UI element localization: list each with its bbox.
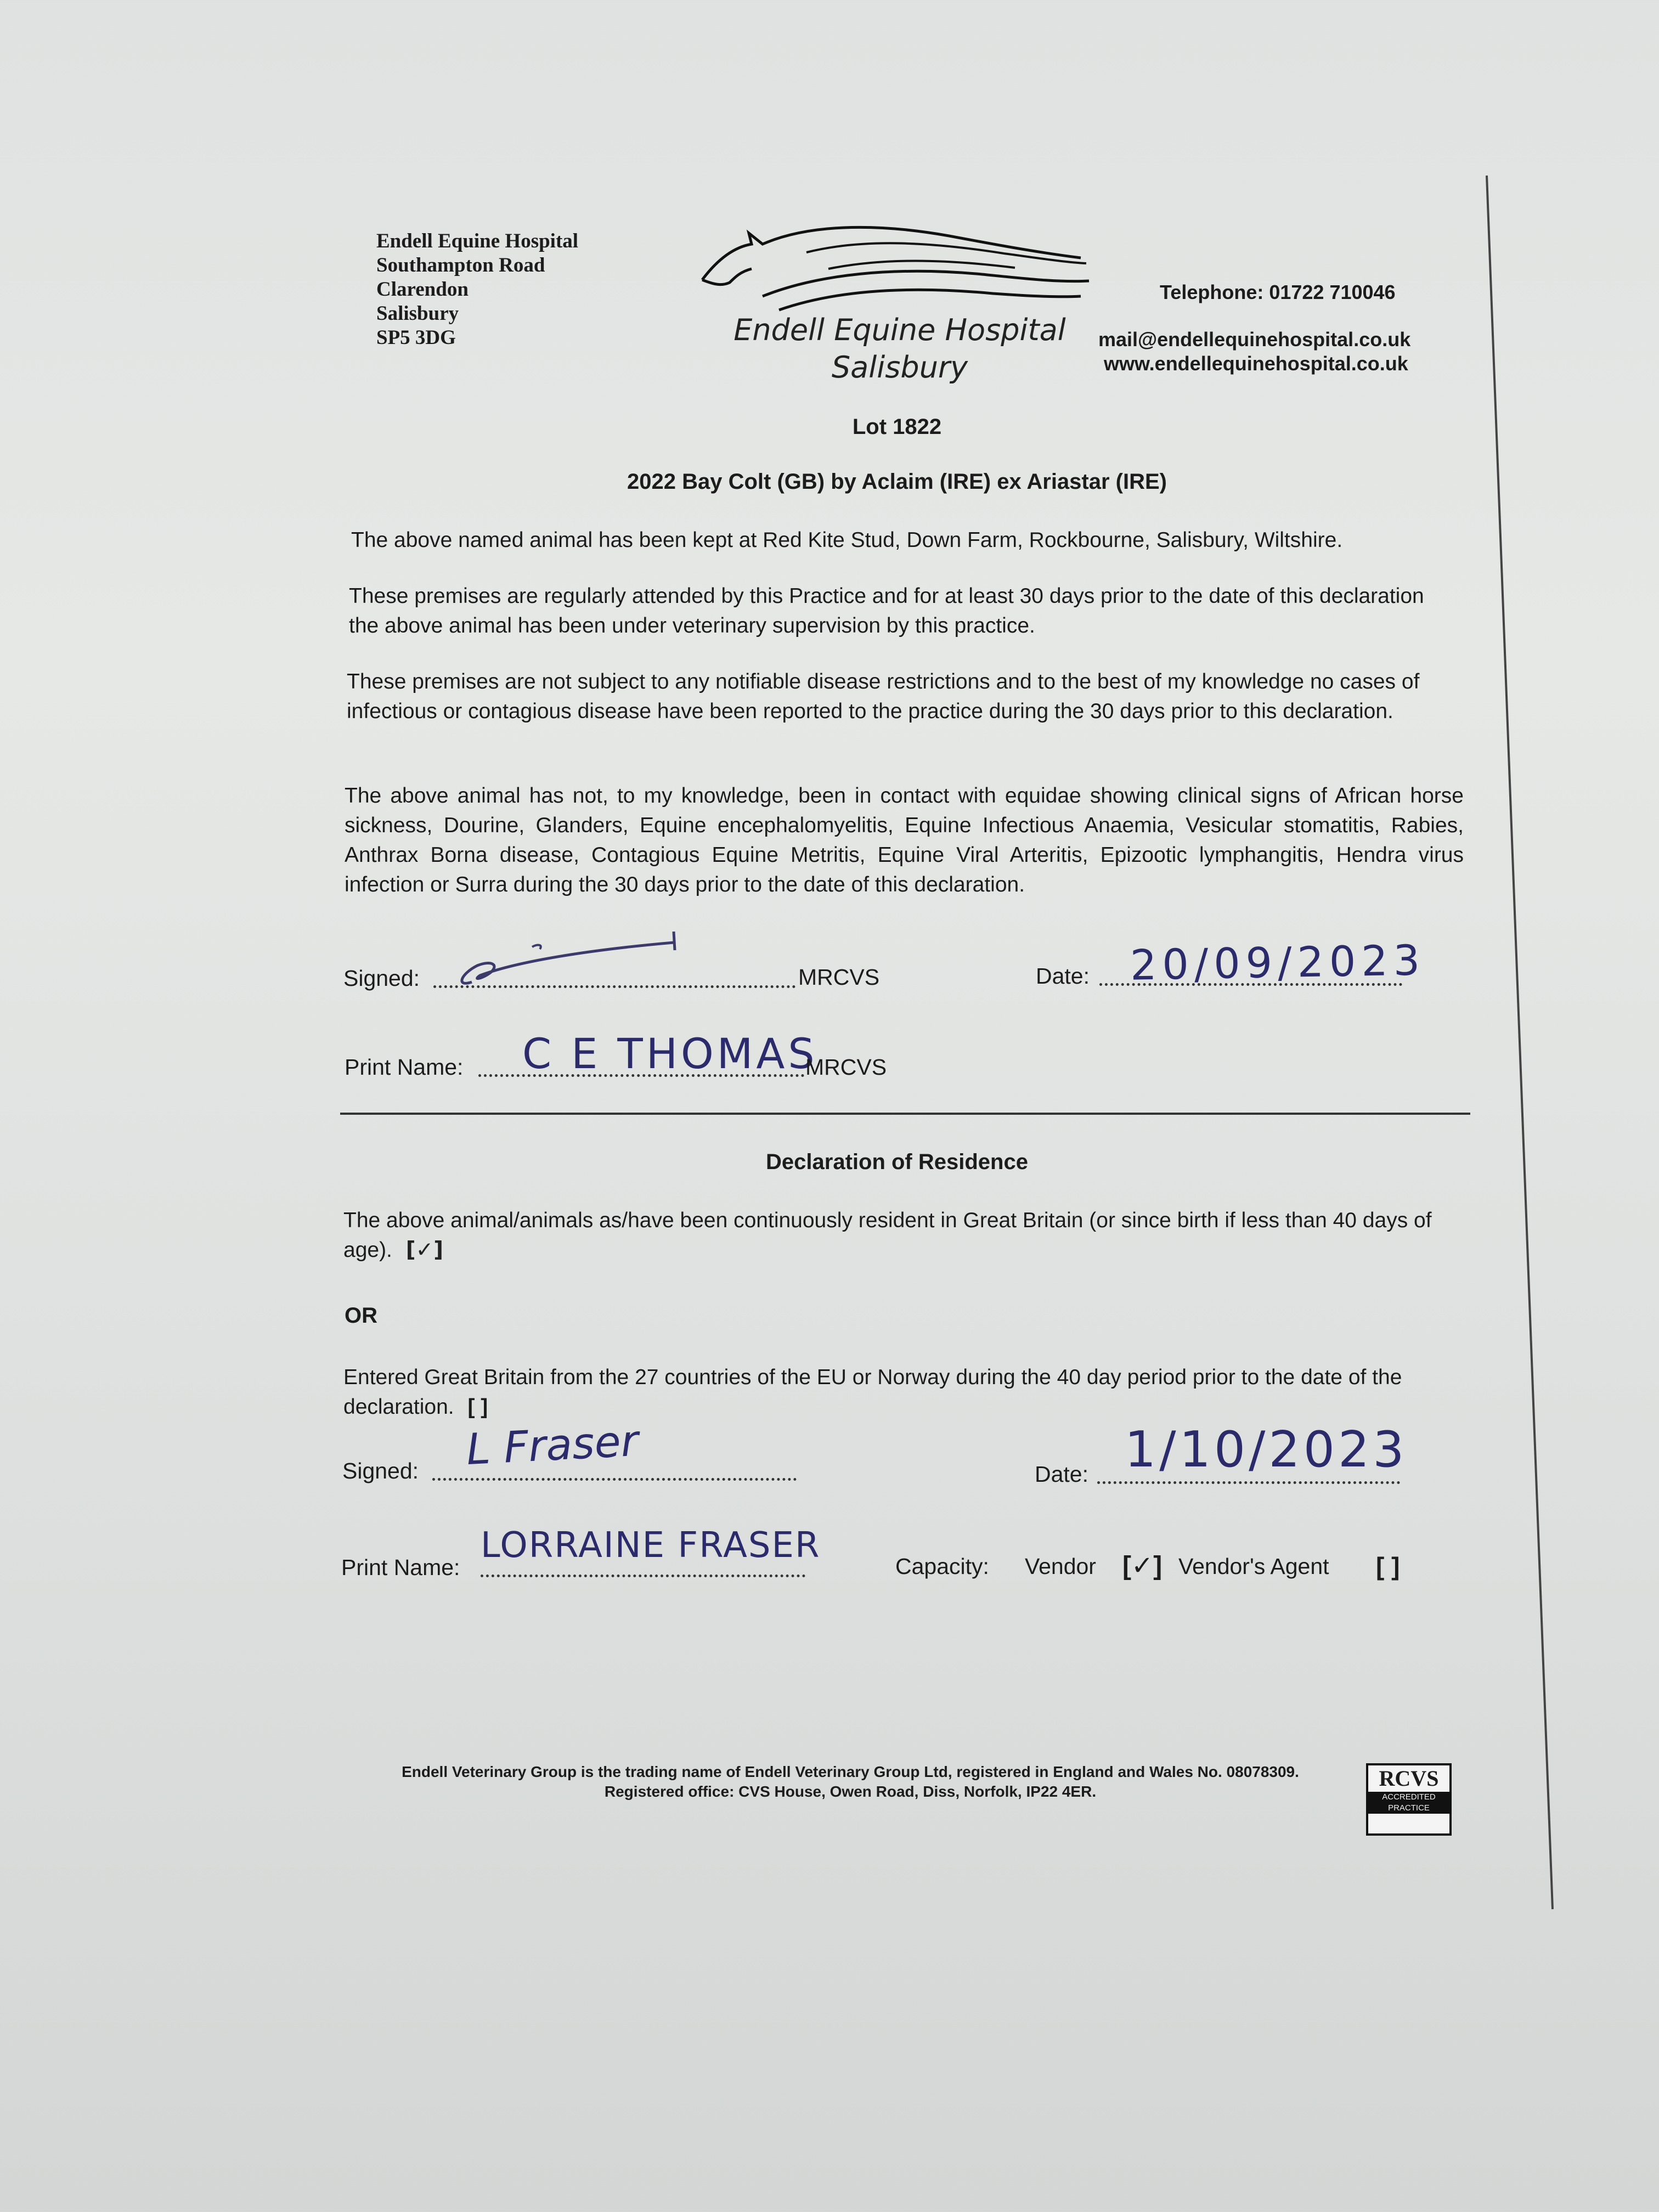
horse-logo-icon	[697, 214, 1092, 318]
residence-option1-text: The above animal/animals as/have been continuously resident in Great Britain (or since birth if less than 40 days of age).	[343, 1209, 1432, 1262]
rcvs-logo-text: RCVS	[1379, 1766, 1439, 1791]
vendor-date-line	[1097, 1481, 1400, 1484]
vendor-date-label: Date:	[1035, 1462, 1088, 1487]
paragraph-supervision: These premises are regularly attended by this Practice and for at least 30 days prior to the date of this declaration the above animal has been under veterinary supervision by this practice.	[349, 584, 1424, 637]
vendors-agent-label: Vendor's Agent	[1178, 1554, 1329, 1579]
lot-number: Lot 1822	[852, 415, 942, 439]
email: mail@endellequinehospital.co.uk	[1098, 328, 1411, 351]
capacity-label: Capacity:	[895, 1554, 989, 1579]
footer-line1: Endell Veterinary Group is the trading name of Endell Veterinary Group Ltd, registered in England and Wales No. 08078309.	[402, 1763, 1299, 1780]
rcvs-accredited-text: ACCREDITED	[1368, 1792, 1449, 1803]
paragraph-disease: These premises are not subject to any notifiable disease restrictions and to the best of my knowledge no cases of infectious or contagious disease have been reported to the practice during the 30 days prior to this declaration.	[347, 670, 1420, 723]
residence-option1-checkbox[interactable]: [✓]	[405, 1238, 444, 1262]
vet-print-mrcvs: MRCVS	[805, 1054, 887, 1080]
address-line: Endell Equine Hospital	[376, 230, 579, 252]
vendor-signed-label: Signed:	[342, 1458, 419, 1483]
address-line: SP5 3DG	[376, 326, 456, 349]
vendor-signature: L Fraser	[465, 1416, 640, 1475]
logo-line2: Salisbury	[831, 350, 968, 385]
website: www.endellequinehospital.co.uk	[1104, 352, 1408, 375]
residence-option2	[343, 1363, 1474, 1422]
address-line: Clarendon	[376, 278, 469, 301]
logo-line1: Endell Equine Hospital	[733, 313, 1066, 347]
vet-print-label: Print Name:	[345, 1054, 464, 1080]
vendor-signature-line	[432, 1478, 797, 1481]
vendor-checkbox[interactable]: [✓]	[1122, 1551, 1163, 1581]
telephone: Telephone: 01722 710046	[1160, 281, 1396, 303]
residence-title: Declaration of Residence	[766, 1150, 1028, 1174]
rcvs-practice-text: PRACTICE	[1368, 1803, 1449, 1814]
logo-wordmark	[702, 312, 1097, 386]
footer-text	[362, 1762, 1339, 1802]
vet-signed-label: Signed:	[343, 966, 420, 991]
vendor-date-value: 1/10/2023	[1125, 1421, 1408, 1479]
address-line: Salisbury	[376, 302, 459, 325]
animal-description: 2022 Bay Colt (GB) by Aclaim (IRE) ex Ariastar (IRE)	[627, 470, 1167, 494]
section-divider	[340, 1113, 1470, 1115]
vet-signature	[439, 922, 686, 993]
hospital-address	[376, 229, 578, 350]
residence-option2-checkbox[interactable]: [ ]	[467, 1395, 488, 1419]
vendor-print-line	[481, 1575, 805, 1577]
vendor-print-value: LORRAINE FRASER	[481, 1525, 821, 1566]
address-line: Southampton Road	[376, 254, 545, 276]
vendors-agent-checkbox[interactable]: [ ]	[1376, 1552, 1400, 1581]
residence-option1	[343, 1206, 1463, 1265]
residence-or: OR	[345, 1304, 377, 1328]
rcvs-accredited-badge	[1366, 1763, 1452, 1836]
footer-line2: Registered office: CVS House, Owen Road, Diss, Norfolk, IP22 4ER.	[604, 1783, 1097, 1800]
vet-date-value: 20/09/2023	[1130, 935, 1426, 990]
paragraph-premises: The above named animal has been kept at Red Kite Stud, Down Farm, Rockbourne, Salisbury, Wiltshire.	[351, 528, 1343, 552]
vendor-print-label: Print Name:	[341, 1555, 460, 1580]
paragraph-contact: The above animal has not, to my knowledge, been in contact with equidae showing clinical signs of African horse sickness, Dourine, Glanders, Equine encephalomyelitis, Equine Infectious Anaemia, Vesicular stomatitis, Rabies, Anthrax Borna disease, Contagious Equine Metritis, Equine Viral Arteritis, Epizootic lymphangitis, Hendra virus infection or Surra during the 30 days prior to the date of this declaration.	[345, 784, 1464, 896]
residence-option2-text: Entered Great Britain from the 27 countries of the EU or Norway during the 40 day period prior to the date of the declaration.	[343, 1365, 1402, 1419]
vet-mrcvs: MRCVS	[798, 964, 880, 990]
vendor-label: Vendor	[1025, 1554, 1096, 1579]
vet-print-value: C E THOMAS	[522, 1029, 818, 1078]
vet-date-label: Date:	[1036, 963, 1090, 989]
